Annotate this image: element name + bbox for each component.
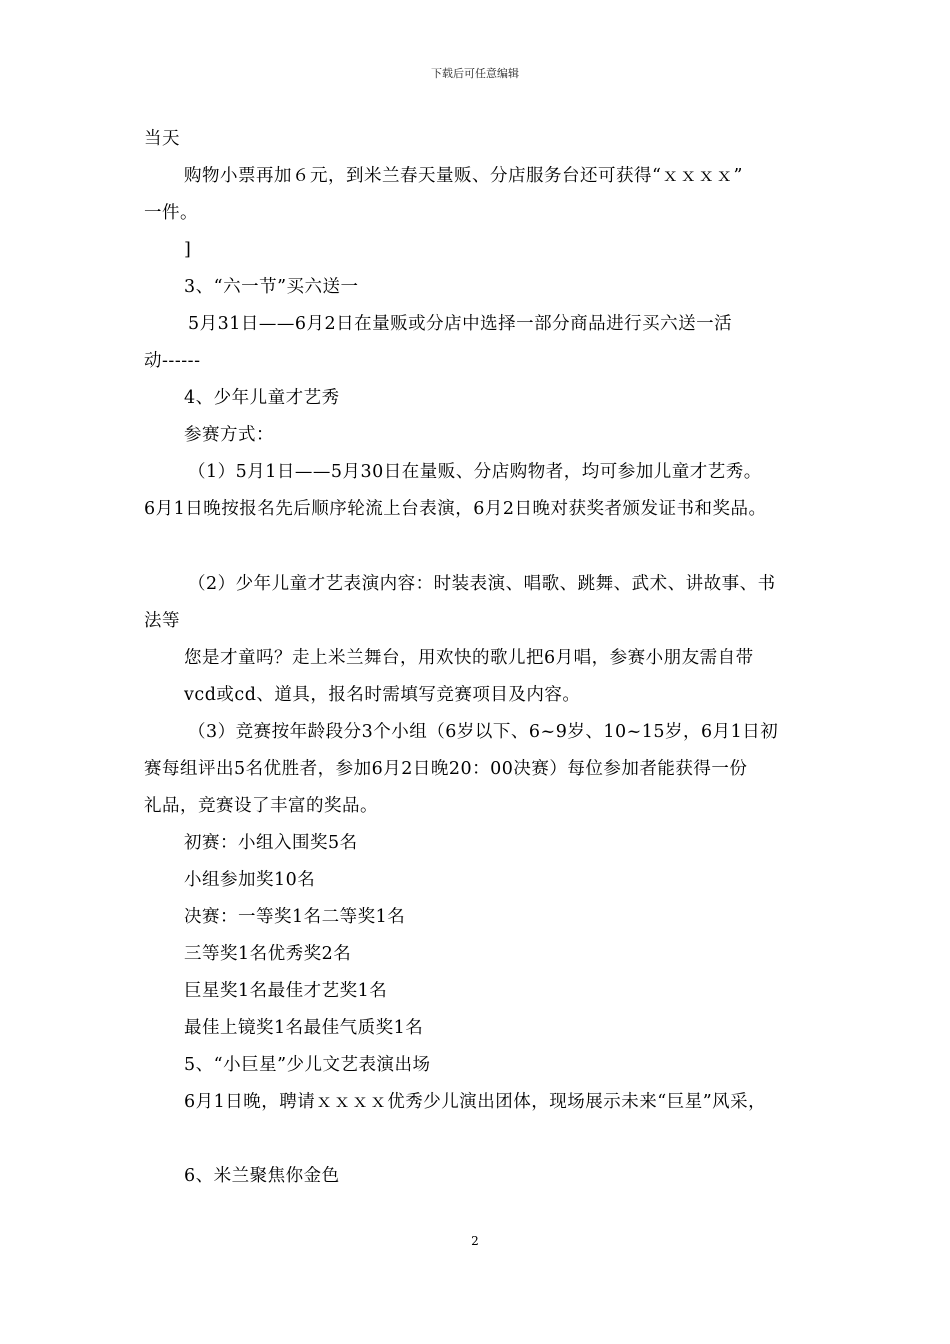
page-number: 2: [471, 1234, 479, 1248]
text-line: 购物小票再加６元，到米兰春天量贩、分店服务台还可获得“ｘｘｘｘ”: [184, 166, 743, 186]
section-heading: 6、米兰聚焦你金色: [184, 1166, 340, 1186]
text-line: 三等奖1名优秀奖2名: [184, 944, 352, 964]
text-line: 5月31日——6月2日在量贩或分店中选择一部分商品进行买六送一活: [188, 314, 733, 334]
section-heading: 3、“六一节”买六送一: [184, 277, 359, 297]
text-line: 礼品，竞赛设了丰富的奖品。: [144, 796, 378, 816]
text-line: 巨星奖1名最佳才艺奖1名: [184, 981, 388, 1001]
text-line: 一件。: [144, 203, 198, 223]
text-line: 动------: [144, 351, 201, 371]
text-line: 6月1日晚按报名先后顺序轮流上台表演，6月2日晚对获奖者颁发证书和奖品。: [144, 499, 767, 519]
page-header: 下载后可任意编辑: [431, 67, 519, 80]
text-line: 法等: [144, 611, 180, 631]
text-line: 赛每组评出5名优胜者，参加6月2日晚20：00决赛）每位参加者能获得一份: [144, 759, 748, 779]
text-line: （1）5月1日——5月30日在量贩、分店购物者，均可参加儿童才艺秀。: [188, 462, 762, 482]
section-heading: 5、“小巨星”少儿文艺表演出场: [184, 1055, 431, 1075]
text-line: vcd或cd、道具，报名时需填写竞赛项目及内容。: [184, 685, 581, 705]
text-line: ]: [184, 240, 192, 260]
text-line: 参赛方式：: [184, 425, 274, 445]
text-line: 当天: [144, 129, 180, 149]
text-line: 最佳上镜奖1名最佳气质奖1名: [184, 1018, 424, 1038]
text-line: 决赛：一等奖1名二等奖1名: [184, 907, 406, 927]
text-line: 6月1日晚，聘请ｘｘｘｘ优秀少儿演出团体，现场展示未来“巨星”风采，: [184, 1092, 767, 1112]
text-line: 初赛：小组入围奖5名: [184, 833, 358, 853]
text-line: （2）少年儿童才艺表演内容：时装表演、唱歌、跳舞、武术、讲故事、书: [188, 574, 776, 594]
text-line: （3）竞赛按年龄段分3个小组（6岁以下、6~9岁、10~15岁，6月1日初: [188, 722, 779, 742]
text-line: 小组参加奖10名: [184, 870, 316, 890]
section-heading: 4、少年儿童才艺秀: [184, 388, 340, 408]
text-line: 您是才童吗？走上米兰舞台，用欢快的歌儿把6月唱，参赛小朋友需自带: [184, 648, 754, 668]
